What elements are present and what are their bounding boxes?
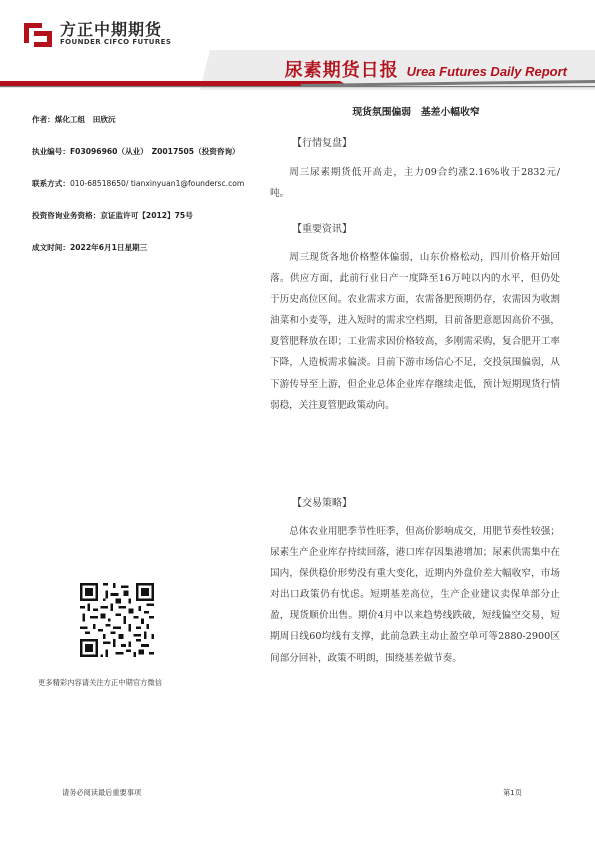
section-body-trading-strategy: 总体农业用肥季节性旺季，但高价影响成交，用肥节奏性较强；尿素生产企业库存持续回落，港口库存因集港增加；尿素供需集中在国内，保供稳价形势没有重大变化，近期内外盘价差大幅收窄，市场对出口政策仍有忧虑。短期基差高位，生产企业建议卖保单部分止盈，现货顺价出售。期价4月中以来趋势线跌破，短线偏空交易，短期周日线60均线有支撑，此前急跌主动止盈空单可等2880-2900区间部分回补，政策不明朗，围绕基差做节奏。 [270,526,560,664]
section-body-key-news: 周三现货各地价格整体偏弱，山东价格松动，四川价格开始回落。供应方面，此前行业日产一度降至16万吨以内的水平，但仍处于历史高位区间。农业需求方面，农需备肥预期仍存，农需因为收割油菜和小麦等，进入短时的需求空档期，目前备肥意愿因高价不强，夏管肥释放在即；工业需求因价格较高，多刚需采购，复合肥开工率下降，人造板需求偏淡。目前下游市场信心不足，交投氛围偏弱，从下游传导至上游，但企业总体企业库存继续走低，预计短期现货行情弱稳，关注夏管肥政策动向。 [270,252,560,411]
qualification-line [32,210,193,221]
license-line [32,146,240,157]
section-heading-trading-strategy: 【交易策略】 [292,498,352,509]
contact-label: 联系方式： [32,179,70,188]
qualification-label: 投资咨询业务资格： [32,211,101,220]
page-number: 第1页 [503,788,522,797]
section-heading-market-review: 【行情复盘】 [292,138,352,149]
qr-caption: 更多精彩内容请关注方正中期官方微信 [38,678,163,687]
report-title-en: Urea Futures Daily Report [406,64,567,79]
contact-value[interactable]: 010-68518650/ tianxinyuan1@foundersc.com [69,179,245,188]
qualification-value: 京证监许可【2012】75号 [100,211,193,220]
footer-disclaimer: 请务必阅读最后重要事项 [62,788,142,797]
section-heading-key-news: 【重要资讯】 [292,224,352,235]
founder-logo-icon [22,17,54,49]
date-value: 2022年6月1日星期三 [69,243,148,252]
author-line [32,114,116,125]
author-value: 煤化工组 田欣沅 [54,115,116,124]
report-title-cn: 尿素期货日报 [284,60,399,81]
brand-name-cn: 方正中期期货 [60,20,163,39]
section-body-market-review: 周三尿素期货低开高走，主力09合约涨2.16%收于2832元/吨。 [270,167,560,200]
author-label: 作者： [32,115,55,124]
contact-line [32,178,244,189]
date-label: 成文时间： [32,243,70,252]
brand-logo [22,17,182,51]
date-line [32,242,147,253]
license-label: 执业编号： [32,147,70,156]
brand-name-en: FOUNDER CIFCO FUTURES [60,38,172,46]
report-title [285,56,567,82]
article-headline: 现货氛围偏弱 基差小幅收窄 [352,107,480,118]
qr-code-icon[interactable] [80,583,154,657]
license-value: F03096960（从业） Z0017505（投资咨询） [69,147,240,156]
